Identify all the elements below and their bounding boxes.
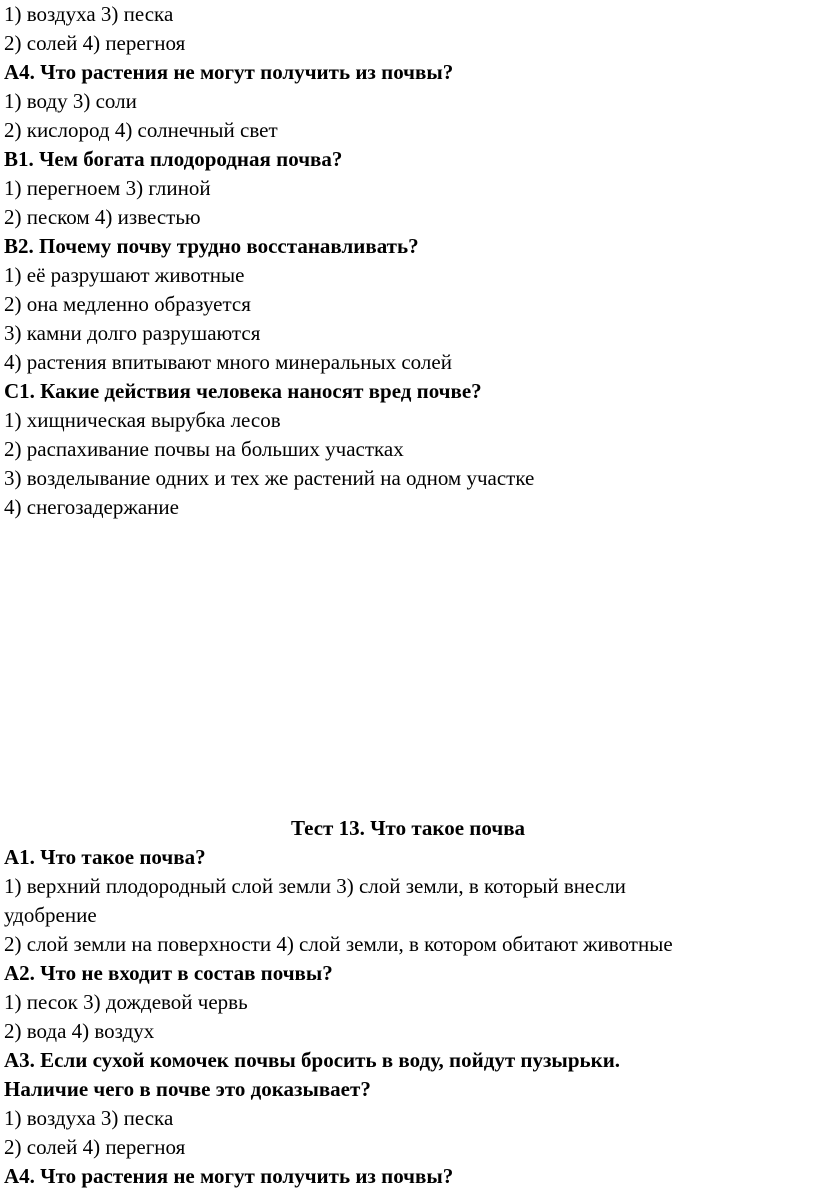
question-a3-continued: Наличие чего в почве это доказывает? bbox=[4, 1077, 371, 1101]
answer-line: 2) солей 4) перегноя bbox=[4, 1135, 186, 1159]
question-a1: А1. Что такое почва? bbox=[4, 845, 206, 869]
answer-line: 2) распахивание почвы на больших участках bbox=[4, 437, 404, 461]
question-a2: А2. Что не входит в состав почвы? bbox=[4, 961, 333, 985]
question-c1: С1. Какие действия человека наносят вред почве? bbox=[4, 379, 482, 403]
answer-line: 4) снегозадержание bbox=[4, 495, 179, 519]
answer-line: 2) песком 4) известью bbox=[4, 205, 201, 229]
answer-line: 1) её разрушают животные bbox=[4, 263, 245, 287]
question-b2: В2. Почему почву трудно восстанавливать? bbox=[4, 234, 419, 258]
answer-line: 1) песок 3) дождевой червь bbox=[4, 990, 248, 1014]
answer-line: 1) воду 3) соли bbox=[4, 89, 137, 113]
answer-line: 4) растения впитывают много минеральных солей bbox=[4, 350, 452, 374]
question-a3: А3. Если сухой комочек почвы бросить в воду, пойдут пузырьки. bbox=[4, 1048, 621, 1072]
answer-line: 1) воздуха 3) песка bbox=[4, 2, 174, 26]
question-a4: А4. Что растения не могут получить из почвы? bbox=[4, 60, 454, 84]
question-b1: В1. Чем богата плодородная почва? bbox=[4, 147, 343, 171]
answer-line: 1) верхний плодородный слой земли 3) слой земли, в который внесли bbox=[4, 874, 626, 898]
answer-line: 3) возделывание одних и тех же растений на одном участке bbox=[4, 466, 535, 490]
answer-line: 1) перегноем 3) глиной bbox=[4, 176, 211, 200]
answer-line: 2) кислород 4) солнечный свет bbox=[4, 118, 278, 142]
answer-line: 2) слой земли на поверхности 4) слой земли, в котором обитают животные bbox=[4, 932, 673, 956]
answer-line: 1) хищническая вырубка лесов bbox=[4, 408, 281, 432]
question-a4-repeat: А4. Что растения не могут получить из почвы? bbox=[4, 1164, 454, 1188]
answer-line: 1) воздуха 3) песка bbox=[4, 1106, 174, 1130]
answer-line: 3) камни долго разрушаются bbox=[4, 321, 261, 345]
answer-line: 2) она медленно образуется bbox=[4, 292, 251, 316]
test-title: Тест 13. Что такое почва bbox=[290, 816, 526, 840]
answer-line: 2) вода 4) воздух bbox=[4, 1019, 155, 1043]
answer-line: 2) солей 4) перегноя bbox=[4, 31, 186, 55]
answer-line: удобрение bbox=[4, 903, 97, 927]
